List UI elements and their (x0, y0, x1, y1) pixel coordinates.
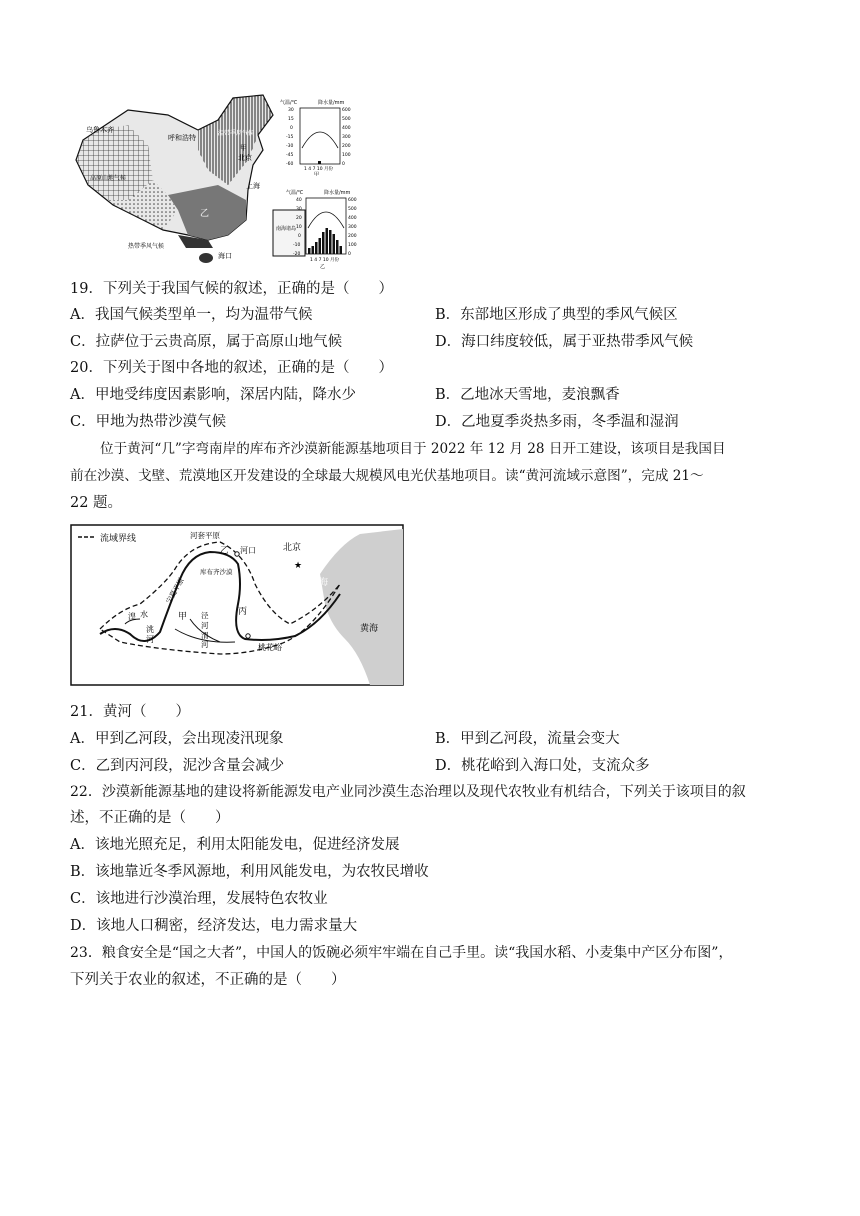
svg-text:600: 600 (342, 108, 351, 113)
label-hetao: 河套平原 (190, 531, 220, 540)
q19-option-c[interactable]: C．拉萨位于云贵高原，属于高原山地气候 (70, 334, 343, 350)
label-kubuqi: 库布齐沙漠 (200, 568, 233, 576)
svg-text:-45: -45 (286, 153, 294, 158)
svg-text:400: 400 (348, 216, 357, 221)
label-shanghai: 上海 (246, 182, 260, 190)
svg-text:100: 100 (342, 153, 351, 158)
svg-text:10: 10 (296, 225, 302, 230)
svg-text:-60: -60 (286, 162, 294, 167)
jia-temp-curve (302, 132, 338, 148)
q22-option-c[interactable]: C．该地进行沙漠治理，发展特色农牧业 (70, 891, 328, 907)
q21-option-c[interactable]: C．乙到丙河段，泥沙含量会减少 (70, 758, 285, 774)
jia-temp-label: 气温/℃ (280, 100, 298, 106)
jia-months: 1 4 7 10 月份 (304, 167, 334, 172)
jia-precip-label: 降水量/mm (318, 100, 345, 106)
label-taohuayu: 桃花峪 (258, 643, 282, 652)
q22-stem-line-1: 22．沙漠新能源基地的建设将新能源发电产业同沙漠生态治理以及现代农牧业有机结合，下列关于该项目的叙 (70, 784, 746, 800)
q21-option-b[interactable]: B．甲到乙河段，流量会变大 (435, 731, 620, 747)
passage-line-3: 22 题。 (70, 495, 123, 511)
svg-text:-20: -20 (293, 252, 301, 257)
label-tao-he: 河 (146, 635, 154, 644)
q20-option-c[interactable]: C．甲地为热带沙漠气候 (70, 414, 227, 430)
label-beijing: 北京 (283, 543, 302, 553)
svg-text:30: 30 (288, 108, 294, 113)
label-shui: 水 (140, 610, 148, 619)
label-ningxia: 宁夏平原 (164, 576, 186, 605)
svg-text:400: 400 (342, 126, 351, 131)
q20-option-d[interactable]: D．乙地夏季炎热多雨，冬季温和湿润 (435, 414, 679, 430)
svg-text:0: 0 (342, 162, 345, 167)
svg-text:15: 15 (288, 117, 294, 122)
q21-option-a[interactable]: A．甲到乙河段，会出现凌汛现象 (70, 731, 284, 747)
passage-line-1: 位于黄河“几”字弯南岸的库布齐沙漠新能源基地项目于 2022 年 12 月 28 日开工建设，该项目是我国目 (100, 441, 726, 457)
label-highland: 高原山地气候 (90, 175, 127, 182)
label-urumqi: 乌鲁木齐 (86, 126, 114, 134)
jia-plot-frame (300, 108, 340, 164)
svg-text:40: 40 (296, 198, 302, 203)
yi-temp-curve (308, 212, 344, 228)
yi-precip-ticks (348, 197, 357, 257)
q21-stem: 21．黄河（ ） (70, 704, 190, 720)
label-tao: 洮 (146, 625, 154, 634)
svg-text:0: 0 (298, 234, 301, 239)
q20-option-a[interactable]: A．甲地受纬度因素影响，深居内陆，降水少 (70, 387, 356, 403)
svg-text:200: 200 (342, 144, 351, 149)
yi-chart-name: 乙 (320, 264, 326, 270)
svg-text:500: 500 (342, 117, 351, 122)
label-wei: 渭 (201, 631, 209, 640)
label-jia: 甲 (240, 144, 247, 152)
jia-chart-name: 甲 (314, 172, 320, 176)
q20-option-b[interactable]: B．乙地冰天雪地，麦浪飘香 (435, 387, 620, 403)
label-hohhot: 呼和浩特 (168, 134, 196, 142)
svg-text:100: 100 (348, 243, 357, 248)
label-temperate-monsoon: 温带季风气候 (218, 130, 255, 137)
label-yi: 乙 (200, 209, 210, 219)
q19-option-b[interactable]: B．东部地区形成了典型的季风气候区 (435, 307, 678, 323)
svg-text:-10: -10 (293, 243, 301, 248)
q22-option-b[interactable]: B．该地靠近冬季风源地，利用风能发电，为农牧民增收 (70, 864, 429, 880)
svg-text:-30: -30 (286, 144, 294, 149)
hekou-point (235, 552, 239, 556)
label-inset: 南海诸岛 (276, 226, 297, 232)
svg-text:600: 600 (348, 198, 357, 203)
label-yi: 乙 (220, 546, 229, 556)
label-haikou: 海口 (218, 252, 232, 260)
yi-months: 1 4 7 10 月份 (310, 258, 340, 263)
svg-text:500: 500 (348, 207, 357, 212)
q19-option-a[interactable]: A．我国气候类型单一，均为温带气候 (70, 307, 313, 323)
label-huanghai: 黄海 (360, 624, 379, 634)
label-beijing: 北京 (238, 154, 252, 162)
label-bohai: 渤海 (310, 578, 329, 588)
label-jia: 甲 (178, 612, 188, 622)
jia-precip-bars (318, 161, 321, 164)
yi-precip-label: 降水量/mm (324, 190, 351, 196)
q19-stem: 19．下列关于我国气候的叙述，正确的是（ ） (70, 281, 393, 297)
label-he: 河 (201, 621, 209, 630)
passage-line-2: 前在沙漠、戈壁、荒漠地区开发建设的全球最大规模风电光伏基地项目。读“黄河流域示意图”，完成 21～ (70, 468, 704, 484)
label-hekou: 河口 (240, 546, 256, 555)
label-wei-he: 河 (201, 640, 209, 649)
svg-text:-15: -15 (286, 135, 294, 140)
header-fragment (70, 92, 122, 97)
taohuayu-point (246, 634, 250, 638)
yellow-river-map-figure (70, 524, 406, 688)
svg-text:200: 200 (348, 234, 357, 239)
svg-text:0: 0 (348, 252, 351, 257)
q21-option-d[interactable]: D．桃花峪到入海口处，支流众多 (435, 758, 650, 774)
svg-text:300: 300 (342, 135, 351, 140)
jia-precip-ticks (342, 107, 351, 167)
q19-option-d[interactable]: D．海口纬度较低，属于亚热带季风气候 (435, 334, 694, 350)
yi-precip-bars (308, 228, 342, 254)
jia-temp-ticks (286, 107, 294, 167)
yi-temp-ticks (293, 197, 302, 257)
legend-label: 流域界线 (100, 534, 137, 544)
beijing-star-icon: ★ (294, 561, 303, 571)
svg-text:0: 0 (290, 126, 293, 131)
svg-text:20: 20 (296, 216, 302, 221)
label-bing: 丙 (238, 607, 248, 617)
hainan-island (199, 253, 213, 263)
q23-stem-line-1: 23．粮食安全是“国之大者”，中国人的饭碗必须牢牢端在自己手里。读“我国水稻、小麦集中产区分布图”， (70, 945, 733, 961)
q22-stem-line-2: 述，不正确的是（ ） (70, 810, 230, 826)
q23-stem-line-2: 下列关于农业的叙述，不正确的是（ ） (70, 972, 346, 988)
q22-option-d[interactable]: D．该地人口稠密，经济发达，电力需求量大 (70, 918, 358, 934)
label-huangshui: 湟 (128, 612, 136, 621)
label-tropical-monsoon: 热带季风气候 (128, 243, 165, 250)
q22-option-a[interactable]: A．该地光照充足，利用太阳能发电，促进经济发展 (70, 837, 400, 853)
svg-text:30: 30 (296, 207, 302, 212)
label-jing: 泾 (201, 611, 209, 620)
svg-text:300: 300 (348, 225, 357, 230)
climate-chart-jia (280, 98, 360, 176)
yi-temp-label: 气温/℃ (286, 190, 304, 196)
climate-chart-yi (286, 188, 366, 270)
q20-stem: 20．下列关于图中各地的叙述，正确的是（ ） (70, 360, 393, 376)
